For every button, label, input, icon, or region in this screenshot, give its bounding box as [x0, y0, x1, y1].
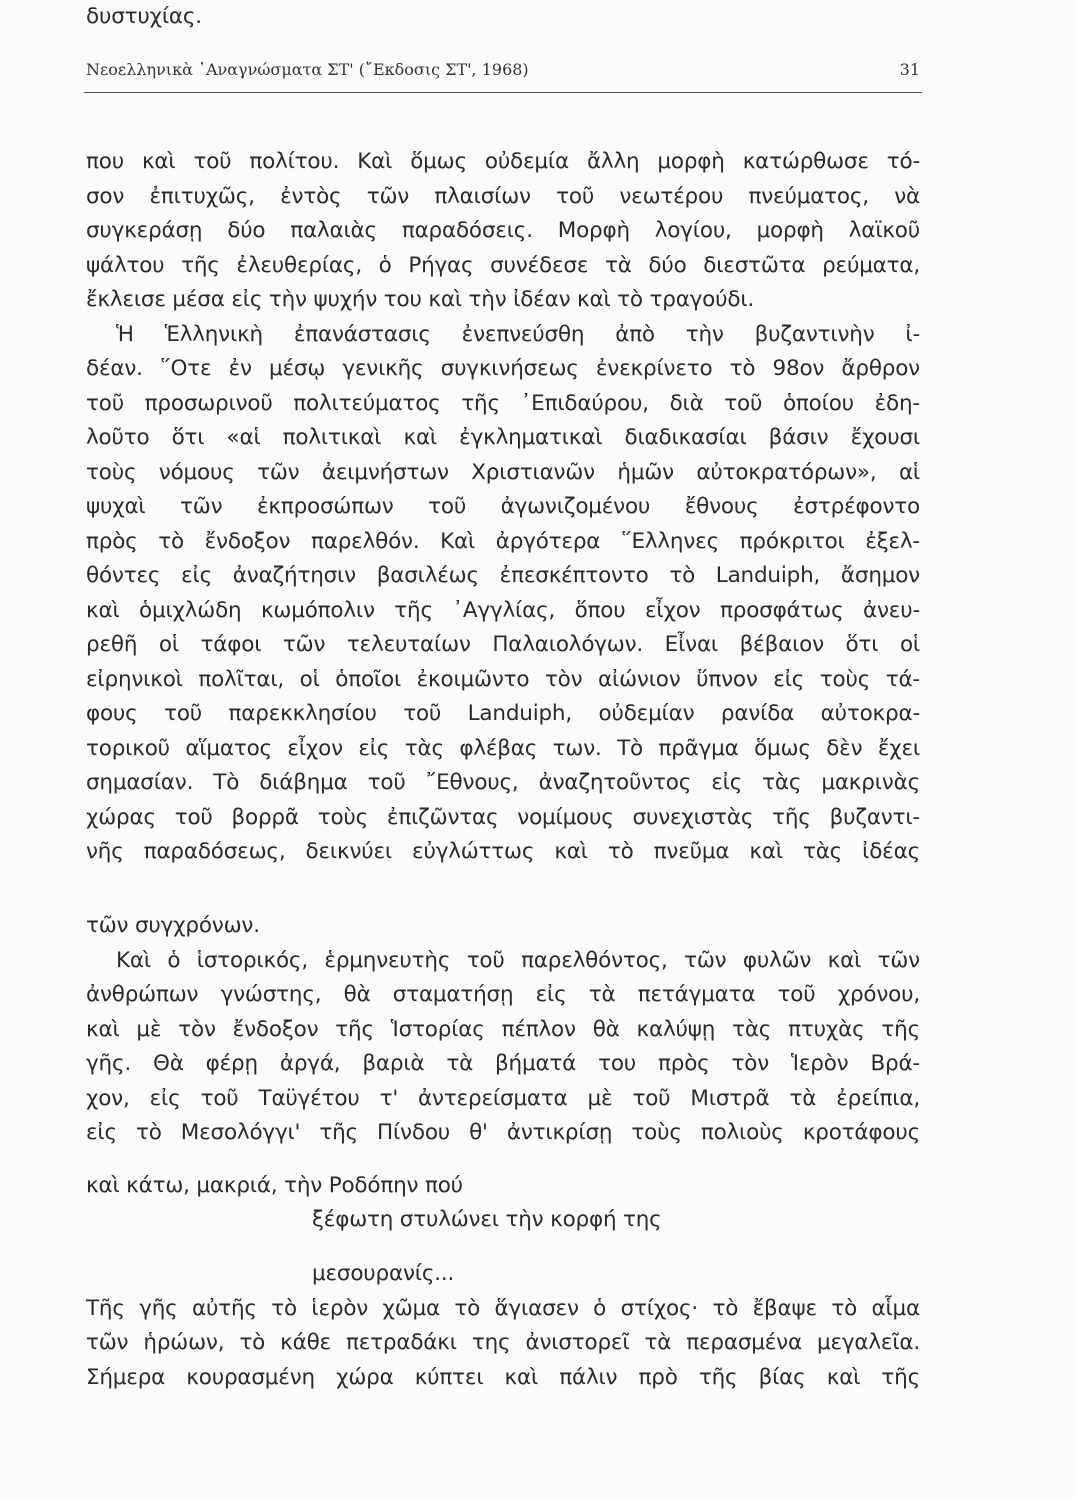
verse-line: ξέφωτη στυλώνει τὴν κορφή της: [312, 1207, 662, 1232]
text-line: ψάλτου τῆς ἐλευθερίας, ὁ Ρήγας συνέδεσε τὰ δύο διεστῶτα ρεύματα,: [86, 252, 920, 278]
text-line: ἔκλεισε μέσα εἰς τὴν ψυχήν του καὶ τὴν ἰδέαν καὶ τὸ τραγούδι.: [86, 287, 755, 312]
header-rule: [84, 92, 922, 93]
text-line: τῶν συγχρόνων.: [86, 913, 260, 938]
text-line: καὶ ὁμιχλώδη κωμόπολιν τῆς ᾿Αγγλίας, ὅπου εἶχον προσφάτως ἀνευ-: [86, 597, 920, 623]
text-line: ρεθῆ οἱ τάφοι τῶν τελευταίων Παλαιολόγων. Εἶναι βέβαιον ὅτι οἱ: [86, 632, 920, 657]
text-line: θόντες εἰς ἀναζήτησιν βασιλέως ἐπεσκέπτοντο τὸ Landuiph, ἄσημον: [86, 563, 920, 588]
text-line: φους τοῦ παρεκκλησίου τοῦ Landuiph, οὐδεμίαν ρανίδα αὐτοκρα-: [86, 701, 920, 726]
text-line: σον ἐπιτυχῶς, ἐντὸς τῶν πλαισίων τοῦ νεωτέρου πνεύματος, νὰ: [86, 183, 920, 209]
text-line: λοῦτο ὅτι «αἱ πολιτικαὶ καὶ ἐγκληματικαὶ διαδικασίαι βάσιν ἔχουσι: [86, 425, 920, 450]
text-line: τοῦ προσωρινοῦ πολιτεύματος τῆς ᾿Επιδαύρου, διὰ τοῦ ὁποίου ἐδη-: [86, 390, 920, 416]
text-line: καὶ κάτω, μακριά, τὴν Ροδόπην πού: [86, 1173, 463, 1198]
text-line: εἰς τὸ Μεσολόγγι' τῆς Πίνδου θ' ἀντικρίσῃ τοὺς πολιοὺς κροτάφους: [86, 1120, 920, 1145]
verse-line: μεσουρανίς...: [312, 1261, 455, 1286]
text-line: Καὶ ὁ ἱστορικός, ἑρμηνευτὴς τοῦ παρελθόντος, τῶν φυλῶν καὶ τῶν: [116, 947, 920, 973]
text-line: τορικοῦ αἵματος εἶχον εἰς τὰς φλέβας των. Τὸ πρᾶγμα ὅμως δὲν ἔχει: [86, 735, 920, 761]
header-title: Νεοελληνικὰ ᾿Αναγνώσματα ΣΤ' (῎Εκδοσις ΣΤ', 1968): [86, 60, 529, 79]
text-line: χώρας τοῦ βορρᾶ τοὺς ἐπιζῶντας νομίμους συνεχιστὰς τῆς βυζαντι-: [86, 804, 920, 830]
text-line: γῆς. Θὰ φέρῃ ἀργά, βαριὰ τὰ βήματά του πρὸς τὸν Ἱερὸν Βρά-: [86, 1051, 920, 1076]
text-line: ἀνθρώπων γνώστης, θὰ σταματήσῃ εἰς τὰ πετάγματα τοῦ χρόνου,: [86, 982, 920, 1007]
text-line: πρὸς τὸ ἔνδοξον παρελθόν. Καὶ ἀργότερα ῞Ελληνες πρόκριτοι ἐξελ-: [86, 528, 920, 554]
text-line: σημασίαν. Τὸ διάβημα τοῦ ῎Εθνους, ἀναζητοῦντος εἰς τὰς μακρινὰς: [86, 770, 920, 795]
text-line: τοὺς νόμους τῶν ἀειμνήστων Χριστιανῶν ἡμῶν αὐτοκρατόρων», αἱ: [86, 459, 920, 485]
text-line: Ἡ Ἑλληνικὴ ἐπανάστασις ἐνεπνεύσθη ἀπὸ τὴν βυζαντινὴν ἰ-: [116, 321, 920, 347]
text-line: ψυχαὶ τῶν ἐκπροσώπων τοῦ ἀγωνιζομένου ἔθνους ἐστρέφοντο: [86, 494, 920, 519]
text-line: χον, εἰς τοῦ Ταϋγέτου τ' ἀντερείσματα μὲ τοῦ Μιστρᾶ τὰ ἐρείπια,: [86, 1085, 920, 1111]
text-line: καὶ μὲ τὸν ἔνδοξον τῆς Ἱστορίας πέπλον θὰ καλύψῃ τὰς πτυχὰς τῆς: [86, 1016, 920, 1042]
page-number: 31: [899, 60, 920, 79]
text-line: Σήμερα κουρασμένη χώρα κύπτει καὶ πάλιν πρὸ τῆς βίας καὶ τῆς: [86, 1364, 920, 1390]
text-line: νῆς παραδόσεως, δεικνύει εὐγλώττως καὶ τὸ πνεῦμα καὶ τὰς ἰδέας: [86, 839, 920, 864]
text-line: συγκεράσῃ δύο παλαιὰς παραδόσεις. Μορφὴ λογίου, μορφὴ λαϊκοῦ: [86, 218, 920, 243]
text-line: δέαν. ῞Οτε ἐν μέσῳ γενικῆς συγκινήσεως ἐνεκρίνετο τὸ 98ον ἄρθρον: [86, 356, 920, 381]
text-line: τῶν ἡρώων, τὸ κάθε πετραδάκι της ἀνιστορεῖ τὰ περασμένα μεγαλεῖα.: [86, 1330, 920, 1355]
text-line: εἰρηνικοὶ πολῖται, οἱ ὁποῖοι ἐκοιμῶντο τὸν αἰώνιον ὕπνον εἰς τοὺς τά-: [86, 666, 920, 692]
text-line: δυστυχίας.: [86, 4, 202, 29]
text-line: Τῆς γῆς αὐτῆς τὸ ἱερὸν χῶμα τὸ ἅγιασεν ὁ στίχος· τὸ ἔβαψε τὸ αἷμα: [86, 1295, 920, 1321]
text-line: που καὶ τοῦ πολίτου. Καὶ ὅμως οὐδεμία ἄλλη μορφὴ κατώρθωσε τό-: [86, 149, 920, 174]
running-header: [86, 60, 920, 79]
